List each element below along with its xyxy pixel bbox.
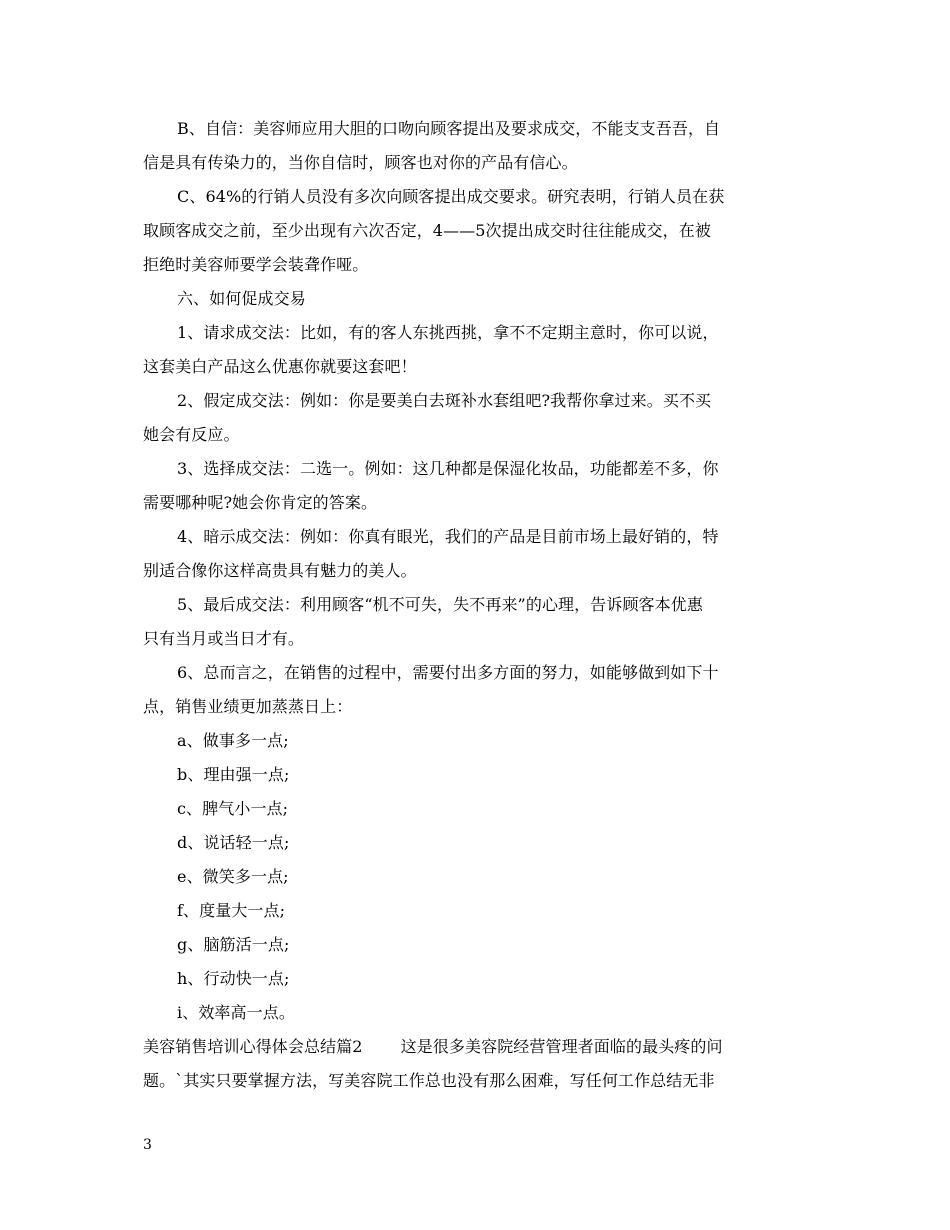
list-item-a: a、做事多一点; (177, 731, 289, 750)
text-line-4: 取顾客成交之前，至少出现有六次否定，4——5次提出成交时往往能成交，在被 (143, 221, 711, 240)
text-line-9: 2、假定成交法：例如：你是要美白去斑补水套组吧?我帮你拿过来。买不买 (177, 391, 712, 410)
text-line-5: 拒绝时美容师要学会装聋作哑。 (143, 255, 369, 274)
section-heading-line (143, 1030, 810, 1064)
text-line-14: 别适合像你这样高贵具有魅力的美人。 (143, 561, 417, 580)
list-item-h: h、行动快一点; (177, 969, 290, 988)
text-line-1: B、自信：美容师应用大胆的口吻向顾客提出及要求成交，不能支支吾吾，自 (177, 119, 721, 138)
list-item-c: c、脾气小一点; (177, 799, 289, 818)
section-heading-title: 美容销售培训心得体会总结篇2 (143, 1037, 363, 1056)
last-text-line: 题。`其实只要掌握方法，写美容院工作总也没有那么困难，写任何工作总结无非 (143, 1071, 715, 1090)
text-line-2: 信是具有传染力的，当你自信时，顾客也对你的产品有信心。 (143, 153, 578, 172)
text-line-18: 点，销售业绩更加蒸蒸日上： (143, 697, 353, 716)
document-body (143, 112, 810, 1098)
text-line-3: C、64%的行销人员没有多次向顾客提出成交要求。研究表明，行销人员在获 (177, 187, 725, 206)
list-item-g: g、脑筋活一点; (177, 935, 290, 954)
list-item-i: i、效率高一点。 (177, 1003, 295, 1022)
list-item-f: f、度量大一点; (177, 901, 286, 920)
page-number: 3 (143, 1137, 152, 1153)
section-intro-text: 这是很多美容院经营管理者面临的最头疼的问 (400, 1037, 723, 1056)
text-line-12: 需要哪种呢?她会你肯定的答案。 (143, 493, 378, 512)
list-item-d: d、说话轻一点; (177, 833, 290, 852)
section-heading-six: 六、如何促成交易 (177, 289, 306, 308)
text-line-8: 这套美白产品这么优惠你就要这套吧！ (143, 357, 417, 376)
list-item-e: e、微笑多一点; (177, 867, 289, 886)
text-line-11: 3、选择成交法：二选一。例如：这几种都是保湿化妆品，功能都差不多，你 (177, 459, 719, 478)
text-line-13: 4、暗示成交法：例如：你真有眼光，我们的产品是目前市场上最好销的，特 (177, 527, 719, 546)
text-line-7: 1、请求成交法：比如，有的客人东挑西挑，拿不不定期主意时，你可以说， (177, 323, 719, 342)
text-line-16: 只有当月或当日才有。 (143, 629, 305, 648)
list-item-b: b、理由强一点; (177, 765, 290, 784)
text-line-10: 她会有反应。 (143, 425, 240, 444)
text-line-15: 5、最后成交法：利用顾客“机不可失，失不再来”的心理，告诉顾客本优惠 (177, 595, 703, 614)
text-line-17: 6、总而言之，在销售的过程中，需要付出多方面的努力，如能够做到如下十 (177, 663, 719, 682)
